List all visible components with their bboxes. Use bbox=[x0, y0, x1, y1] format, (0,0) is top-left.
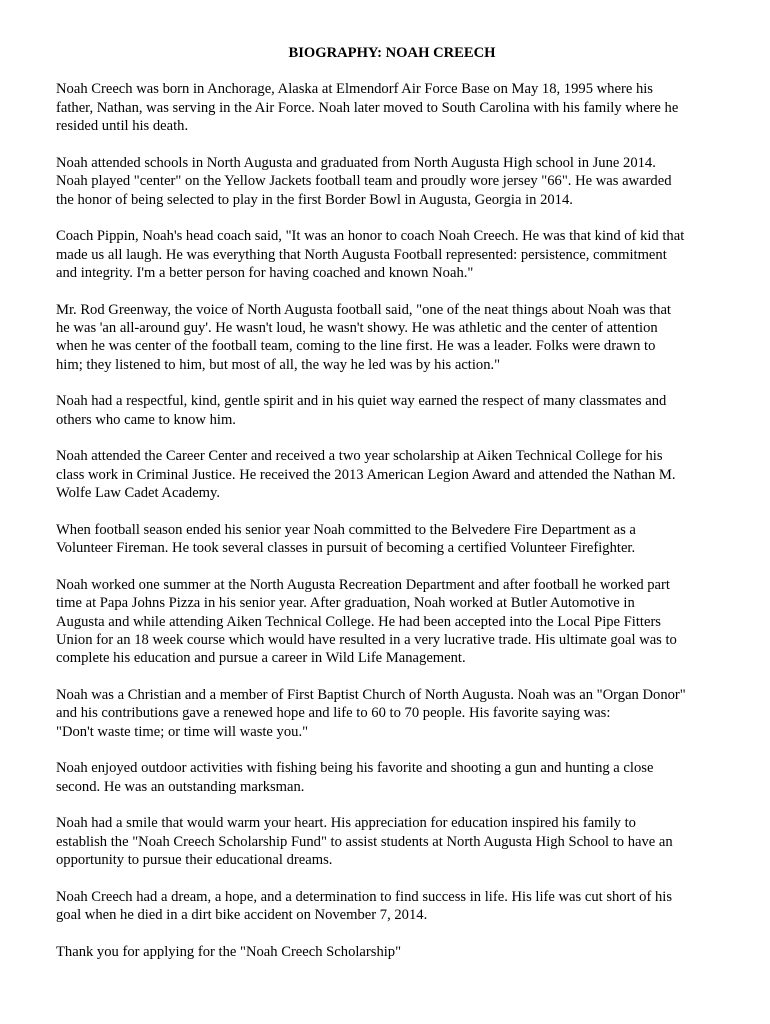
paragraph-outdoors: Noah enjoyed outdoor activities with fishing being his favorite and shooting a gun and hunting a close second. He was an outstanding marksman. bbox=[56, 760, 654, 795]
paragraph-birth: Noah Creech was born in Anchorage, Alaska at Elmendorf Air Force Base on May 18, 1995 where his father, Nathan, was serving in the Air Force. Noah later moved to South Carolina with his family where he resided until his death. bbox=[56, 81, 679, 135]
document-page bbox=[56, 44, 718, 979]
document-title: BIOGRAPHY: NOAH CREECH bbox=[288, 45, 496, 61]
paragraph-spirit: Noah had a respectful, kind, gentle spirit and in his quiet way earned the respect of many classmates and others who came to know him. bbox=[56, 393, 667, 428]
paragraph-faith: Noah was a Christian and a member of First Baptist Church of North Augusta. Noah was an "Organ Donor" and his contributions gave a renewed hope and life to 60 to 70 people. His favorite saying was: "Don't waste time; or time will waste you." bbox=[56, 687, 686, 740]
paragraph-dream: Noah Creech had a dream, a hope, and a determination to find success in life. His life was cut short of his goal when he died in a dirt bike accident on November 7, 2014. bbox=[56, 888, 672, 924]
paragraph-coach-quote: Coach Pippin, Noah's head coach said, "It was an honor to coach Noah Creech. He was that kind of kid that made us all laugh. He was everything that North Augusta Football represented: persistence, commitment and integrity. I'm a better person for having coached and known Noah." bbox=[56, 228, 685, 282]
paragraph-thank-you: Thank you for applying for the "Noah Creech Scholarship" bbox=[56, 943, 402, 960]
paragraph-greenway-quote: Mr. Rod Greenway, the voice of North Augusta football said, "one of the neat things about Noah was that he was 'an all-around guy'. He wasn't loud, he wasn't showy. He was athletic and the center of attention when he was center of the football team, coming to the line first. He was a leader. Folks were drawn to him; they listened to him, but most of all, the way he led was by his action." bbox=[56, 301, 671, 373]
paragraph-work: Noah worked one summer at the North Augusta Recreation Department and after football he worked part time at Papa Johns Pizza in his senior year. After graduation, Noah worked at Butler Automotive in Augusta and while attending Aiken Technical College. He had been accepted into the Local Pipe Fitters Union for an 18 week course which would have resulted in a very lucrative trade. His ultimate goal was to complete his education and pursue a career in Wild Life Management. bbox=[56, 576, 677, 667]
paragraph-schools: Noah attended schools in North Augusta and graduated from North Augusta High school in June 2014. Noah played "center" on the Yellow Jackets football team and proudly wore jersey "66". He was awarded the honor of being selected to play in the first Border Bowl in Augusta, Georgia in 2014. bbox=[56, 154, 672, 208]
paragraph-scholarship-fund: Noah had a smile that would warm your heart. His appreciation for education inspired his family to establish the "Noah Creech Scholarship Fund" to assist students at North Augusta High School to have an opportunity to pursue their educational dreams. bbox=[56, 815, 673, 869]
paragraph-career-center: Noah attended the Career Center and received a two year scholarship at Aiken Technical College for his class work in Criminal Justice. He received the 2013 American Legion Award and attended the Nathan M. Wolfe Law Cadet Academy. bbox=[56, 448, 676, 502]
paragraph-fire-department: When football season ended his senior year Noah committed to the Belvedere Fire Department as a Volunteer Fireman. He took several classes in pursuit of becoming a certified Volunteer Firefighter. bbox=[56, 521, 636, 557]
